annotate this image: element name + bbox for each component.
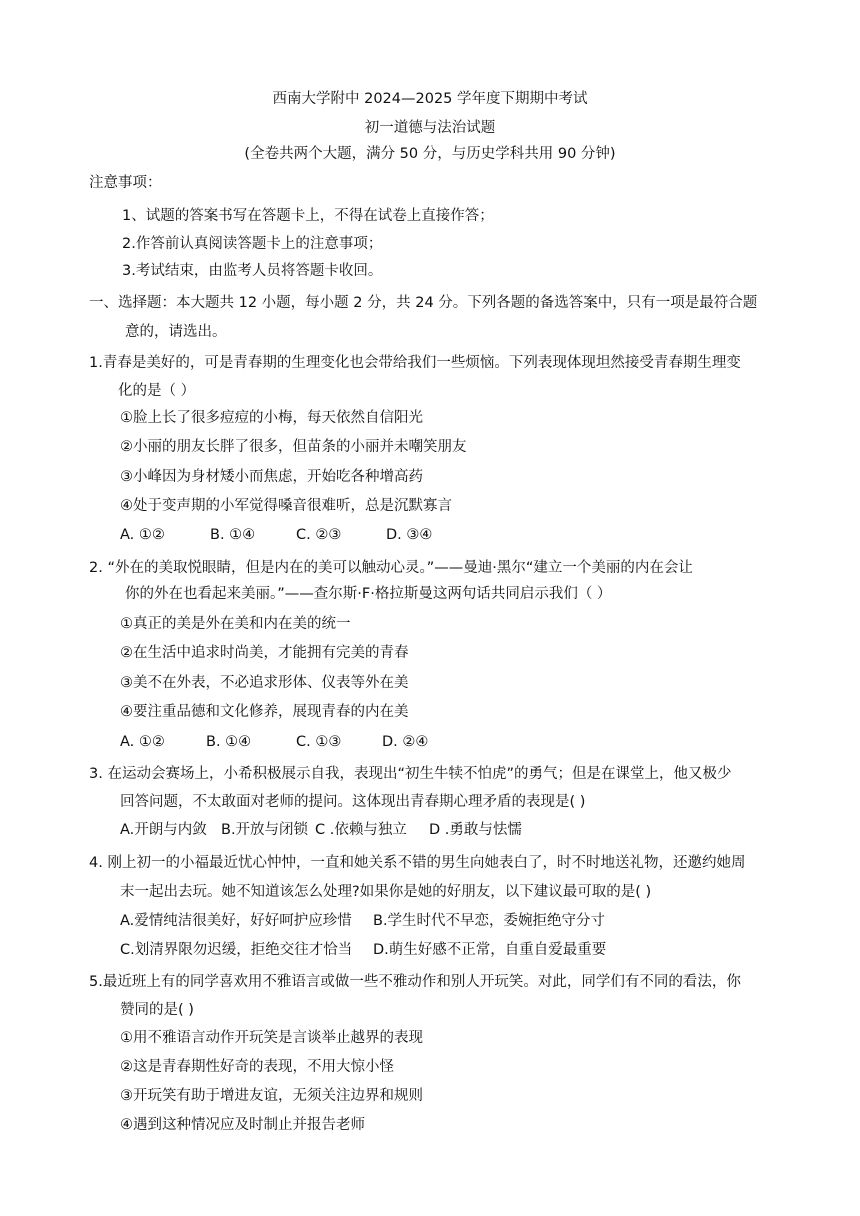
question-1-statement: ②小丽的朋友长胖了很多，但苗条的小丽并未嘲笑朋友 (120, 439, 467, 455)
option-d: D.萌生好感不正常，自重自爱最重要 (373, 942, 607, 958)
option-c: C .依赖与独立 (315, 822, 407, 838)
option-d: D .勇敢与怯懦 (429, 822, 522, 838)
question-1-statement: ③小峰因为身材矮小而焦虑，开始吃各种增高药 (120, 469, 423, 485)
question-1-statement: ④处于变声期的小军觉得嗓音很难听，总是沉默寡言 (120, 498, 452, 514)
question-5-stem: 5.最近班上有的同学喜欢用不雅语言或做一些不雅动作和别人开玩笑。对此，同学们有不同的看法，你 (89, 974, 741, 990)
question-2-stem-cont: 你的外在也看起来美丽。”——查尔斯·F·格拉斯曼这两句话共同启示我们（ ） (125, 586, 612, 602)
option-b: B.开放与闭锁 (221, 822, 309, 838)
question-3-stem-cont: 回答问题，不太敢面对老师的提问。这体现出青春期心理矛盾的表现是( ) (120, 794, 586, 810)
option-d: D. ②④ (382, 734, 429, 750)
option-a: A. ①② (120, 734, 165, 750)
question-3-options (120, 820, 522, 840)
option-a: A.开朗与内敛 (120, 822, 207, 838)
option-c: C. ②③ (296, 527, 342, 543)
option-c: C.划清界限勿迟缓，拒绝交往才恰当 (120, 942, 353, 958)
exam-subtitle: 初一道德与法治试题 (364, 120, 496, 136)
option-b: B.学生时代不早恋，委婉拒绝守分寸 (373, 913, 606, 929)
question-1-stem-cont: 化的是（ ） (118, 383, 196, 399)
question-2-statement: ③美不在外表，不必追求形体、仪表等外在美 (120, 675, 409, 691)
question-5-statement: ②这是青春期性好奇的表现，不用大惊小怪 (120, 1059, 394, 1075)
notice-item: 3.考试结束，由监考人员将答题卡收回。 (122, 263, 383, 279)
exam-title: 西南大学附中 2024—2025 学年度下期期中考试 (272, 91, 588, 107)
section-heading: 一、选择题：本大题共 12 小题，每小题 2 分，共 24 分。下列各题的备选答案中，只有一项是最符合题 (89, 295, 758, 311)
notice-heading: 注意事项： (89, 175, 162, 191)
question-5-statement: ①用不雅语言动作开玩笑是言谈举止越界的表现 (120, 1030, 423, 1046)
question-1-statement: ①脸上长了很多痘痘的小梅，每天依然自信阳光 (120, 410, 423, 426)
question-4-stem: 4. 刚上初一的小福最近忧心忡忡，一直和她关系不错的男生向她表白了，时不时地送礼物，还邀约她周 (89, 855, 746, 871)
question-2-statement: ④要注重品德和文化修养，展现青春的内在美 (120, 704, 409, 720)
question-1-options (120, 525, 432, 545)
option-d: D. ③④ (386, 527, 433, 543)
question-4-stem-cont: 末一起出去玩。她不知道该怎么处理?如果你是她的好朋友，以下建议最可取的是( ) (120, 884, 652, 900)
question-2-stem: 2. “外在的美取悦眼睛，但是内在的美可以触动心灵。”——曼迪·黑尔“建立一个美丽的内在会让 (89, 560, 693, 576)
question-2-statement: ②在生活中追求时尚美，才能拥有完美的青春 (120, 645, 409, 661)
option-b: B. ①④ (210, 527, 256, 543)
question-5-statement: ③开玩笑有助于增进友谊，无须关注边界和规则 (120, 1088, 423, 1104)
question-4-options-row2 (120, 940, 606, 960)
question-5-stem-cont: 赞同的是( ) (120, 1002, 194, 1018)
option-a: A. ①② (120, 527, 165, 543)
question-3-stem: 3. 在运动会赛场上，小希积极展示自我，表现出“初生牛犊不怕虎”的勇气；但是在课堂上，他又极少 (89, 766, 732, 782)
option-b: B. ①④ (206, 734, 252, 750)
question-1-stem: 1.青春是美好的，可是青春期的生理变化也会带给我们一些烦恼。下列表现体现坦然接受青春期生理变 (89, 355, 741, 371)
exam-info: (全卷共两个大题，满分 50 分，与历史学科共用 90 分钟) (244, 146, 616, 162)
question-5-statement: ④遇到这种情况应及时制止并报告老师 (120, 1117, 365, 1133)
question-2-options (120, 732, 428, 752)
question-4-options (120, 911, 605, 931)
option-c: C. ①③ (296, 734, 342, 750)
option-a: A.爱情纯洁很美好，好好呵护应珍惜 (120, 913, 352, 929)
notice-item: 2.作答前认真阅读答题卡上的注意事项； (122, 236, 383, 252)
notice-item: 1、试题的答案书写在答题卡上，不得在试卷上直接作答； (122, 208, 494, 224)
question-2-statement: ①真正的美是外在美和内在美的统一 (120, 616, 351, 632)
section-heading-cont: 意的，请选出。 (125, 324, 227, 340)
